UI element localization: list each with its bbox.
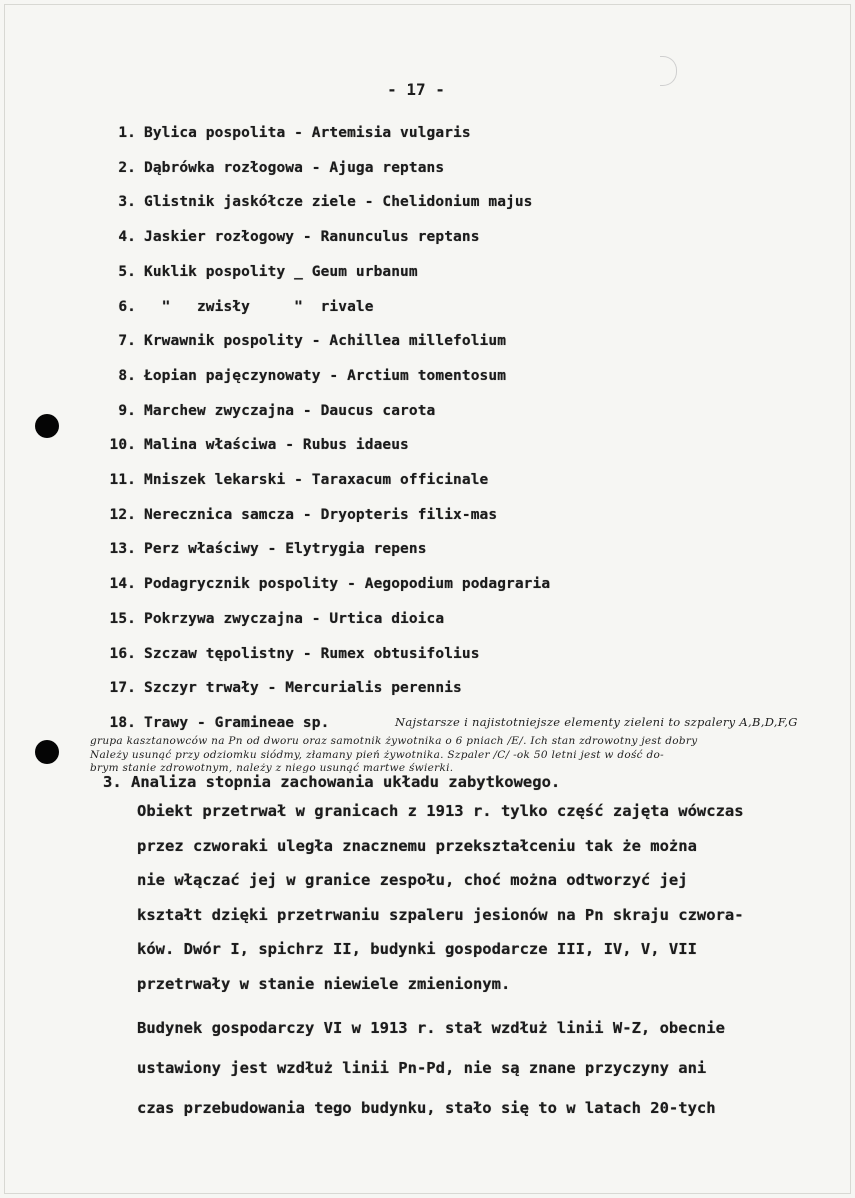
species-name: Szczaw tępolistny - Rumex obtusifolius xyxy=(144,645,480,662)
species-number: 2. xyxy=(118,159,136,176)
species-item xyxy=(100,194,533,210)
species-item xyxy=(100,680,462,696)
species-number: 18. xyxy=(109,714,136,731)
species-number: 16. xyxy=(109,645,136,662)
page-frame xyxy=(4,4,851,1194)
species-number: 17. xyxy=(109,680,136,697)
species-item xyxy=(100,403,435,419)
page-number: - 17 - xyxy=(387,80,445,99)
species-name: Malina właściwa - Rubus idaeus xyxy=(144,437,409,454)
species-name: Trawy - Gramineae sp. xyxy=(144,714,330,731)
species-item xyxy=(100,715,329,731)
species-name: " zwisły " rivale xyxy=(144,298,374,315)
species-item xyxy=(100,611,444,627)
paragraph-line: przez czworaki uległa znacznemu przekształceniu tak że można xyxy=(137,836,697,855)
handwritten-note-line-3: Należy usunąć przy odziomku siódmy, złamany pień żywotnika. Szpaler /C/ -ok 50 letni jest w dość do- xyxy=(90,749,664,761)
species-number: 3. xyxy=(118,194,136,211)
species-item xyxy=(100,437,409,453)
species-name: Łopian pajęczynowaty - Arctium tomentosum xyxy=(144,367,507,384)
species-item xyxy=(100,368,506,384)
species-number: 15. xyxy=(109,610,136,627)
species-number: 14. xyxy=(109,576,136,593)
species-item xyxy=(100,333,506,349)
species-item xyxy=(100,646,480,662)
paragraph-line: czas przebudowania tego budynku, stało się to w latach 20-tych xyxy=(137,1099,716,1117)
species-number: 1. xyxy=(118,125,136,141)
species-number: 9. xyxy=(118,402,136,419)
paragraph-line: Obiekt przetrwał w granicach z 1913 r. tylko część zajęta wówczas xyxy=(137,802,744,820)
species-name: Kuklik pospolity _ Geum urbanum xyxy=(144,263,418,280)
species-number: 7. xyxy=(118,333,136,350)
species-name: Podagrycznik pospolity - Aegopodium podagraria xyxy=(144,576,551,593)
punch-hole-lower xyxy=(35,740,59,764)
species-item xyxy=(100,507,497,523)
species-number: 12. xyxy=(109,506,136,523)
species-item xyxy=(100,264,418,280)
species-name: Pokrzywa zwyczajna - Urtica dioica xyxy=(144,610,445,627)
species-number: 8. xyxy=(118,367,136,384)
species-name: Marchew zwyczajna - Daucus carota xyxy=(144,402,436,419)
species-number: 13. xyxy=(109,541,136,558)
paragraph-line: kształt dzięki przetrwaniu szpaleru jesionów na Pn skraju czwora- xyxy=(137,905,744,924)
species-number: 10. xyxy=(109,437,136,454)
species-name: Dąbrówka rozłogowa - Ajuga reptans xyxy=(144,159,445,176)
species-number: 6. xyxy=(118,298,136,315)
species-item xyxy=(100,229,480,245)
species-name: Krwawnik pospolity - Achillea millefolium xyxy=(144,333,507,350)
species-number: 5. xyxy=(118,263,136,280)
paragraph-line: ków. Dwór I, spichrz II, budynki gospodarcze III, IV, V, VII xyxy=(137,940,697,958)
species-name: Glistnik jaskółcze ziele - Chelidonium majus xyxy=(144,194,533,211)
species-name: Perz właściwy - Elytrygia repens xyxy=(144,541,427,558)
paragraph-line: nie włączać jej w granice zespołu, choć można odtworzyć jej xyxy=(137,871,688,889)
paragraph-line: Budynek gospodarczy VI w 1913 r. stał wzdłuż linii W-Z, obecnie xyxy=(137,1019,725,1037)
paragraph-line: ustawiony jest wzdłuż linii Pn-Pd, nie są znane przyczyny ani xyxy=(137,1059,707,1077)
species-item xyxy=(100,160,444,176)
species-number: 4. xyxy=(118,229,136,246)
handwritten-note-line-2: grupa kasztanowców na Pn od dworu oraz samotnik żywotnika o 6 pniach /E/. Ich stan zdrowotny jest dobry xyxy=(90,735,698,747)
species-name: Szczyr trwały - Mercurialis perennis xyxy=(144,680,462,697)
species-item xyxy=(100,472,488,488)
species-number: 11. xyxy=(109,472,136,488)
species-item xyxy=(100,576,550,592)
handwritten-note-line-1: Najstarsze i najistotniejsze elementy zieleni to szpalery A,B,D,F,G xyxy=(395,715,798,729)
species-name: Bylica pospolita - Artemisia vulgaris xyxy=(144,125,471,141)
species-item xyxy=(100,541,427,557)
paragraph-line: przetrwały w stanie niewiele zmienionym. xyxy=(137,974,511,993)
section-heading: 3. Analiza stopnia zachowania układu zabytkowego. xyxy=(103,773,561,791)
handwritten-note-line-4: brym stanie zdrowotnym, należy z niego usunąć martwe świerki. xyxy=(90,762,454,774)
species-name: Jaskier rozłogowy - Ranunculus reptans xyxy=(144,229,480,246)
species-item xyxy=(100,125,471,141)
species-name: Nerecznica samcza - Dryopteris filix-mas xyxy=(144,506,498,523)
species-item xyxy=(100,299,374,315)
species-name: Mniszek lekarski - Taraxacum officinale xyxy=(144,472,489,488)
punch-hole-upper xyxy=(35,414,59,438)
